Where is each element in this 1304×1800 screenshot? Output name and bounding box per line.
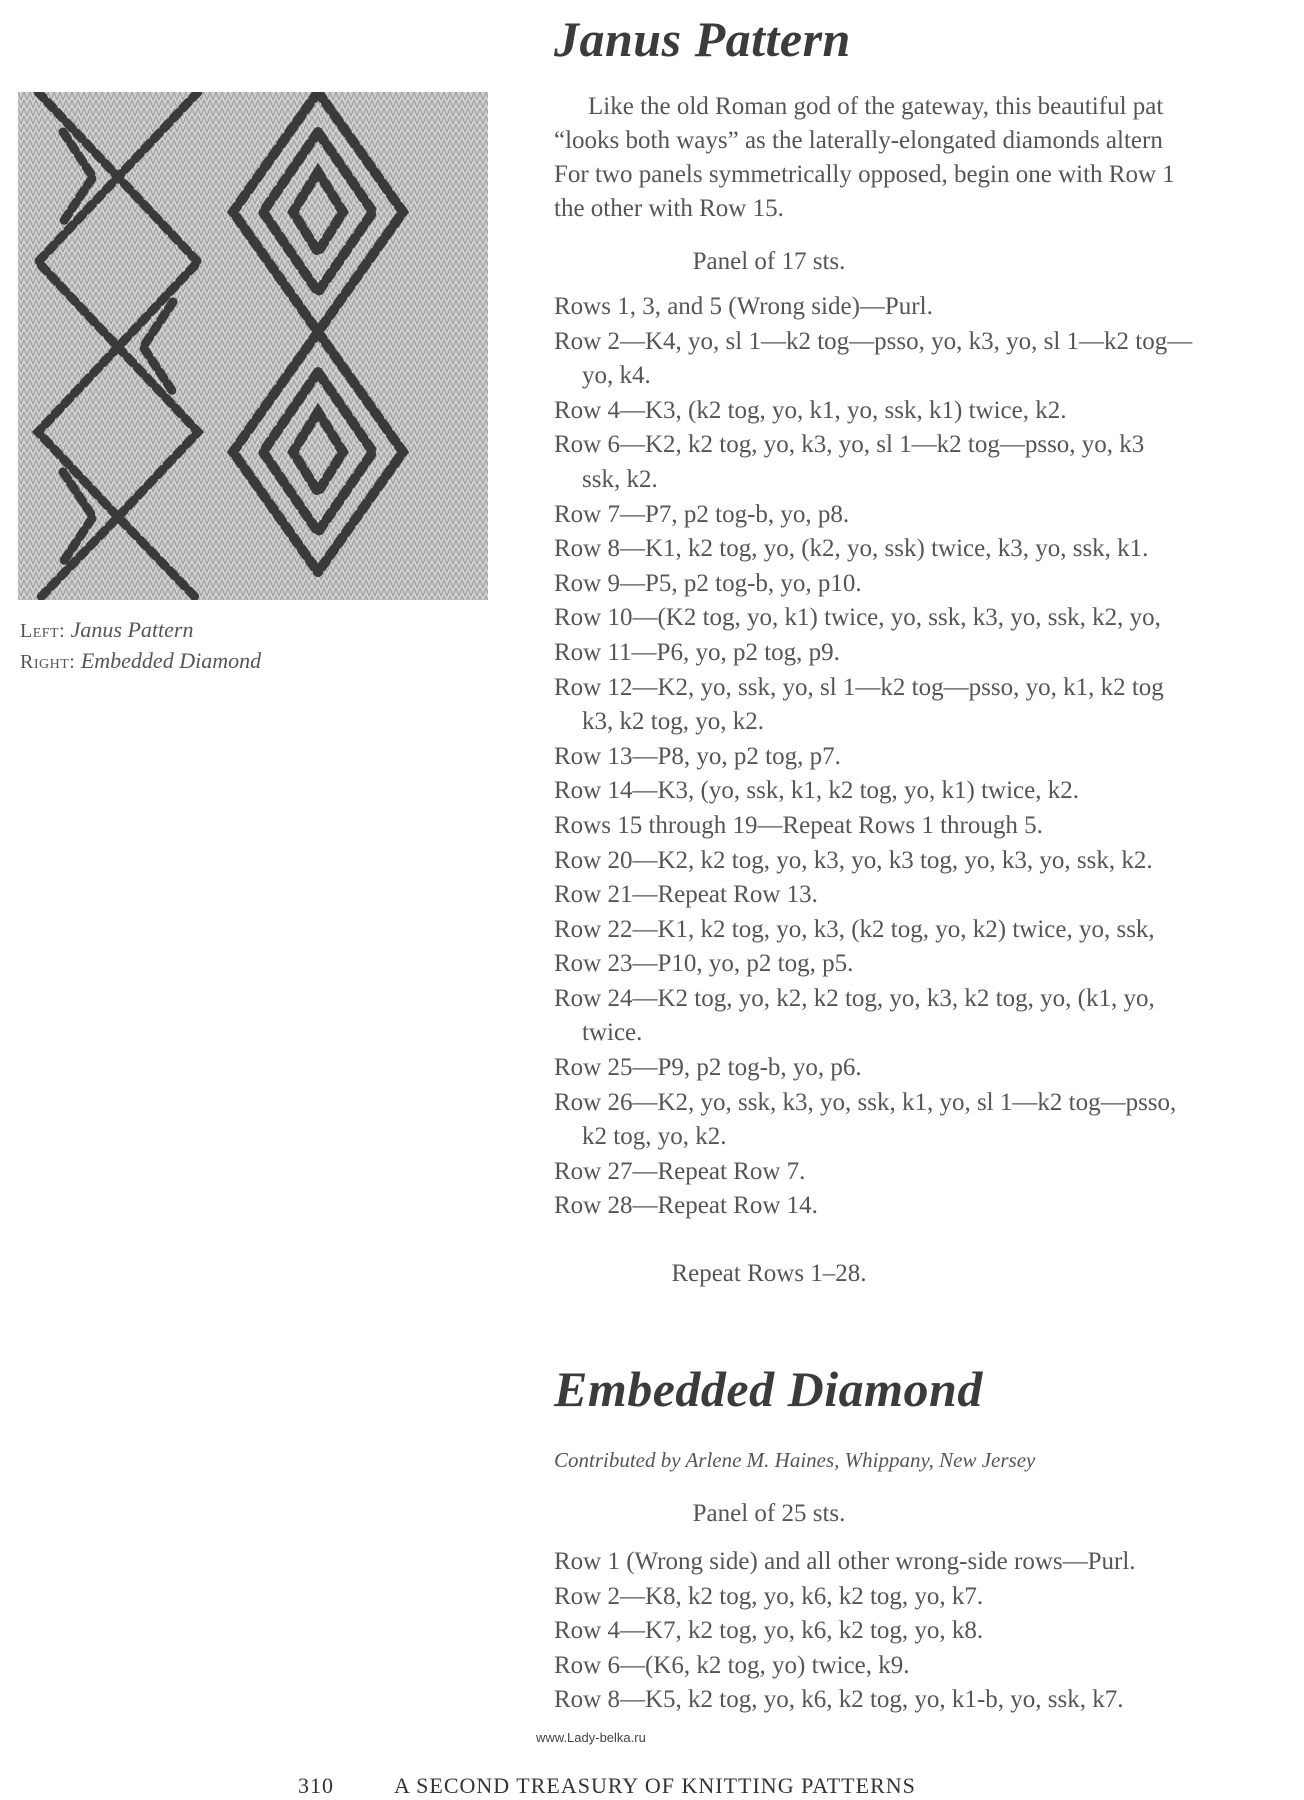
instruction-row: Row 6—K2, k2 tog, yo, k3, yo, sl 1—k2 tog—psso, yo, k3 [554,431,1145,459]
instruction-row: Row 26—K2, yo, ssk, k3, yo, ssk, k1, yo, sl 1—k2 tog—psso, [554,1088,1177,1116]
photo-caption [20,615,261,677]
instruction-row: Rows 15 through 19—Repeat Rows 1 through 5. [554,811,1043,839]
embedded-panel-size: Panel of 25 sts. [692,1500,846,1527]
instruction-row: Row 25—P9, p2 tog-b, yo, p6. [554,1054,862,1082]
instruction-row: k3, k2 tog, yo, k2. [582,708,764,736]
caption-right-text: Embedded Diamond [80,648,262,673]
embedded-title: Embedded Diamond [554,1361,983,1417]
instruction-row: Row 8—K5, k2 tog, yo, k6, k2 tog, yo, k1-b, yo, ssk, k7. [554,1686,1124,1714]
janus-title: Janus Pattern [554,11,851,67]
instruction-row: Row 20—K2, k2 tog, yo, k3, yo, k3 tog, yo, k3, yo, ssk, k2. [554,846,1153,874]
instruction-row: Row 28—Repeat Row 14. [554,1192,818,1220]
instruction-row: Rows 1, 3, and 5 (Wrong side)—Purl. [554,293,933,320]
intro-line: For two panels symmetrically opposed, begin one with Row 1 [554,161,1175,188]
janus-section [554,10,1304,68]
instruction-row: ssk, k2. [582,465,658,493]
embedded-section [554,1360,1304,1418]
janus-intro [554,90,1304,226]
instruction-row: Row 4—K7, k2 tog, yo, k6, k2 tog, yo, k8. [554,1617,984,1645]
instruction-row: twice. [582,1019,643,1047]
instruction-row: Row 11—P6, yo, p2 tog, p9. [554,638,840,666]
instruction-row: Row 9—P5, p2 tog-b, yo, p10. [554,569,862,597]
instruction-row: Row 24—K2 tog, yo, k2, k2 tog, yo, k3, k2 tog, yo, (k1, yo, [554,984,1155,1012]
instruction-row: Row 6—(K6, k2 tog, yo) twice, k9. [554,1651,910,1679]
caption-left-label: Left: [20,620,66,642]
intro-line: Like the old Roman god of the gateway, this beautiful pat [588,93,1164,120]
instruction-row: Row 22—K1, k2 tog, yo, k3, (k2 tog, yo, k2) twice, yo, ssk, [554,915,1155,943]
instruction-row: Row 12—K2, yo, ssk, yo, sl 1—k2 tog—psso, yo, k1, k2 tog [554,673,1164,701]
instruction-row: Row 23—P10, yo, p2 tog, p5. [554,950,854,978]
caption-left-text: Janus Pattern [70,617,194,642]
book-title: A SECOND TREASURY OF KNITTING PATTERNS [394,1773,916,1798]
instruction-row: Row 2—K4, yo, sl 1—k2 tog—psso, yo, k3, yo, sl 1—k2 tog— [554,327,1193,355]
intro-line: “looks both ways” as the laterally-elongated diamonds altern [554,127,1163,154]
watermark: www.Lady-belka.ru [536,1730,646,1745]
embedded-instructions [554,1545,1304,1718]
swatch-photo [18,92,488,600]
caption-right-label: Right: [20,651,76,673]
embedded-credit: Contributed by Arlene M. Haines, Whippany, New Jersey [554,1448,1036,1472]
page-footer [298,1773,916,1799]
instruction-row: Row 8—K1, k2 tog, yo, (k2, yo, ssk) twice, k3, yo, ssk, k1. [554,535,1149,563]
janus-repeat: Repeat Rows 1–28. [671,1260,867,1287]
janus-panel-size: Panel of 17 sts. [692,248,846,275]
instruction-row: Row 4—K3, (k2 tog, yo, k1, yo, ssk, k1) twice, k2. [554,396,1067,424]
intro-line: the other with Row 15. [554,195,784,222]
instruction-row: k2 tog, yo, k2. [582,1123,727,1151]
instruction-row: Row 10—(K2 tog, yo, k1) twice, yo, ssk, k3, yo, ssk, k2, yo, [554,604,1161,632]
instruction-row: Row 1 (Wrong side) and all other wrong-side rows—Purl. [554,1548,1136,1575]
instruction-row: Row 2—K8, k2 tog, yo, k6, k2 tog, yo, k7. [554,1582,984,1610]
page-number: 310 [298,1773,334,1798]
instruction-row: Row 13—P8, yo, p2 tog, p7. [554,742,841,770]
janus-instructions [554,290,1304,1224]
instruction-row: Row 7—P7, p2 tog-b, yo, p8. [554,500,850,528]
instruction-row: Row 21—Repeat Row 13. [554,881,818,909]
instruction-row: Row 14—K3, (yo, ssk, k1, k2 tog, yo, k1) twice, k2. [554,777,1079,805]
instruction-row: yo, k4. [582,362,651,390]
instruction-row: Row 27—Repeat Row 7. [554,1157,806,1185]
